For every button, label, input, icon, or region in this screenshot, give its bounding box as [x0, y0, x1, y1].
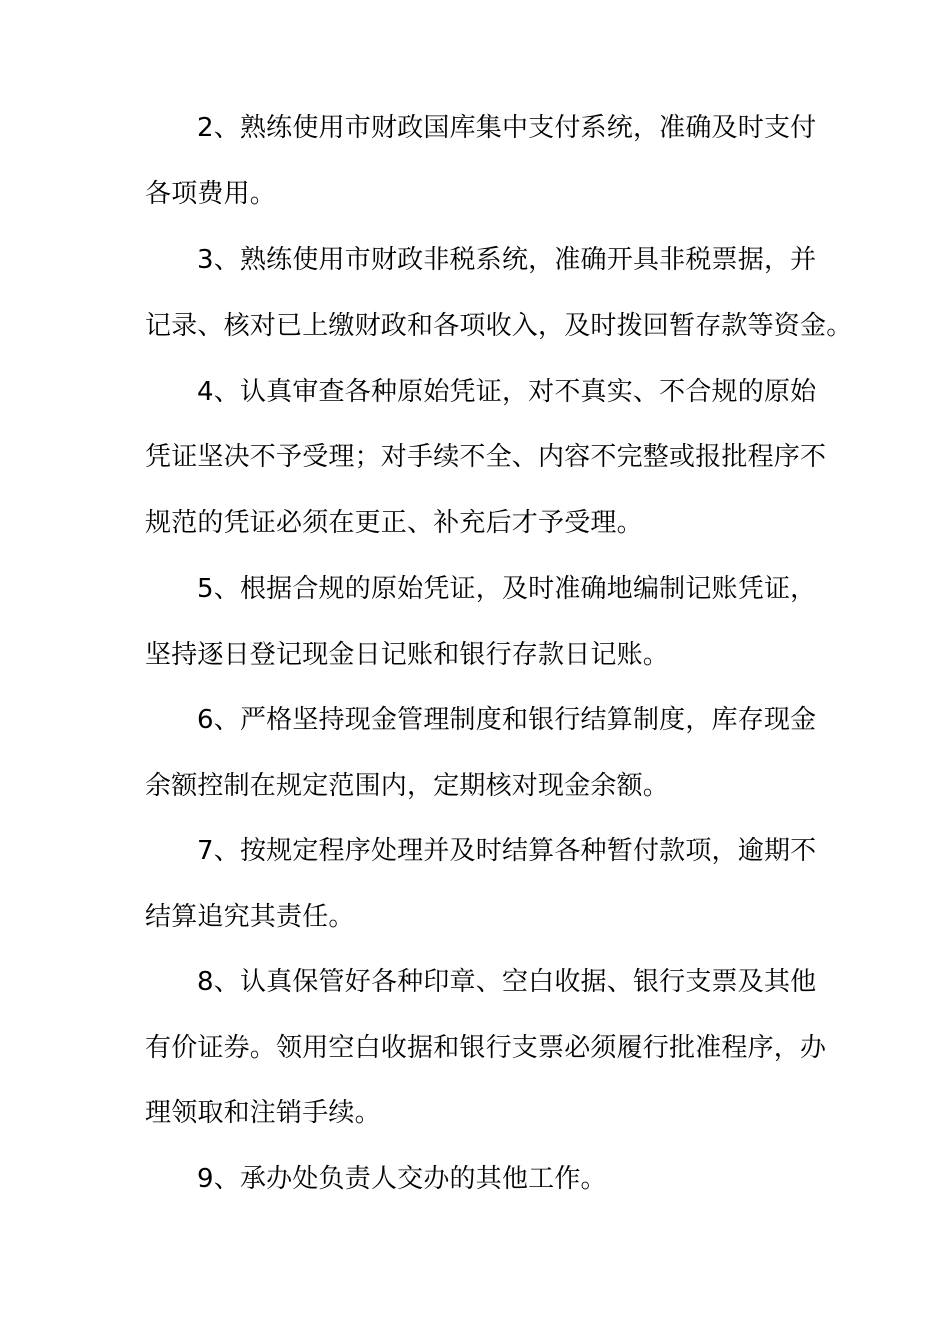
item-5-line-2: 坚持逐日登记现金日记账和银行存款日记账。 [145, 640, 670, 670]
item-5-line-1: 5、根据合规的原始凭证，及时准确地编制记账凭证， [197, 574, 817, 604]
item-6-line-2: 余额控制在规定范围内，定期核对现金余额。 [145, 771, 670, 801]
item-3-line-2: 记录、核对已上缴财政和各项收入，及时拨回暂存款等资金。 [145, 311, 853, 341]
item-8-line-3: 理领取和注销手续。 [145, 1098, 381, 1128]
item-2-line-2: 各项费用。 [145, 179, 277, 209]
item-8-line-2: 有价证券。领用空白收据和银行支票必须履行批准程序，办 [145, 1033, 827, 1063]
item-2-line-1: 2、熟练使用市财政国库集中支付系统，准确及时支付 [197, 113, 817, 143]
item-4-line-2: 凭证坚决不予受理；对手续不全、内容不完整或报批程序不 [145, 442, 827, 472]
item-4-line-1: 4、认真审查各种原始凭证，对不真实、不合规的原始 [197, 377, 817, 407]
item-9-line-1: 9、承办处负责人交办的其他工作。 [197, 1164, 607, 1194]
item-6-line-1: 6、严格坚持现金管理制度和银行结算制度，库存现金 [197, 705, 817, 735]
item-4-line-3: 规范的凭证必须在更正、补充后才予受理。 [145, 508, 643, 538]
item-7-line-2: 结算追究其责任。 [145, 902, 355, 932]
item-8-line-1: 8、认真保管好各种印章、空白收据、银行支票及其他 [197, 967, 817, 997]
item-7-line-1: 7、按规定程序处理并及时结算各种暂付款项，逾期不 [197, 836, 817, 866]
item-3-line-1: 3、熟练使用市财政非税系统，准确开具非税票据，并 [197, 245, 817, 275]
